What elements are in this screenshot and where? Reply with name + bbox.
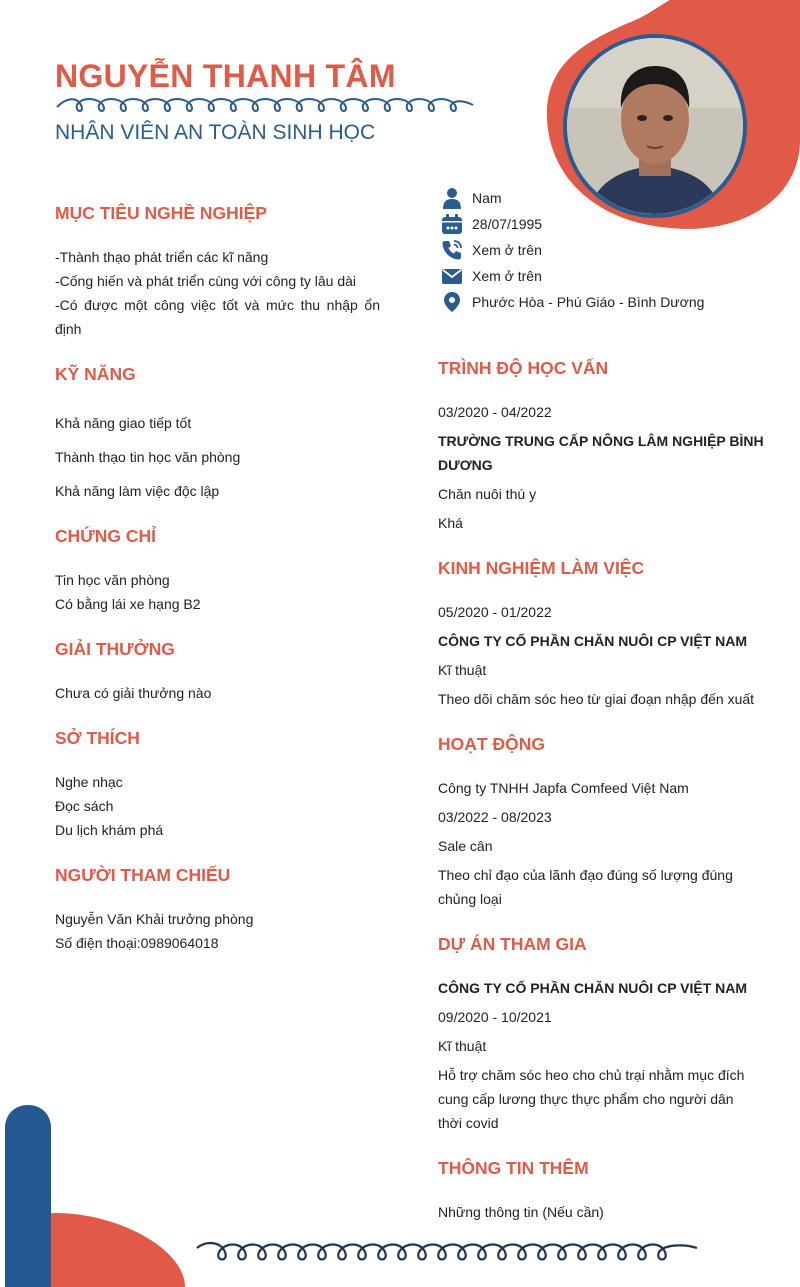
activity-period: 03/2022 - 08/2023 [438,809,552,825]
calendar-icon [441,213,463,235]
experience-block [438,600,768,711]
reference-item: Nguyễn Văn Khải trưởng phòng [55,911,254,927]
education-period: 03/2020 - 04/2022 [438,404,552,420]
references-list [55,907,253,955]
skill-item: Thành thạo tin học văn phòng [55,449,241,465]
section-title-hobbies: SỞ THÍCH [55,728,140,748]
mail-icon [441,265,463,287]
hobbies-list [55,770,163,842]
objective-line: -Cống hiến và phát triển cùng với công ty lâu dài [55,273,357,289]
phone-icon [441,239,463,261]
decor-squiggle-header [55,95,475,115]
awards-list [55,681,211,705]
contact-dob: 28/07/1995 [472,216,543,232]
project-description: Hỗ trợ chăm sóc heo cho chủ trại nhằm mục đích cung cấp lương thực thực phẩm cho người dân thời covid [438,1067,745,1131]
education-school: TRƯỜNG TRUNG CẤP NÔNG LÂM NGHIỆP BÌNH DƯƠNG [438,433,764,473]
section-title-experience: KINH NGHIỆM LÀM VIỆC [438,558,645,578]
education-major: Chăn nuôi thú y [438,486,537,502]
contact-gender: Nam [472,190,502,206]
skill-item: Khả năng giao tiếp tốt [55,415,192,431]
skill-item: Khả năng làm việc độc lập [55,483,220,499]
certificates-list [55,568,201,616]
certificate-item: Tin học văn phòng [55,572,170,588]
decor-shapes-bottom-left [0,1100,200,1287]
section-title-skills: KỸ NĂNG [55,364,136,384]
project-period: 09/2020 - 10/2021 [438,1009,552,1025]
contact-email: Xem ở trên [472,268,542,284]
decor-squiggle-footer [195,1238,700,1268]
section-title-references: NGƯỜI THAM CHIẾU [55,865,231,885]
objective-text [55,245,380,341]
award-item: Chưa có giải thưởng nào [55,685,212,701]
project-company: CÔNG TY CỔ PHẦN CHĂN NUÔI CP VIỆT NAM [438,980,748,996]
additional-info-text: Những thông tin (Nếu cần) [438,1204,604,1220]
avatar [563,34,747,218]
activity-role: Sale cân [438,838,493,854]
candidate-name: NGUYỄN THANH TÂM [55,58,396,94]
education-grade: Khá [438,515,463,531]
section-title-certificates: CHỨNG CHỈ [55,526,157,546]
location-icon [441,291,463,313]
reference-item: Số điện thoại:0989064018 [55,935,219,951]
user-icon [441,187,463,209]
section-title-activities: HOẠT ĐỘNG [438,734,545,754]
contact-address: Phước Hòa - Phú Giáo - Bình Dương [472,294,705,310]
skills-list [55,406,240,508]
project-block [438,976,760,1135]
section-title-objective: MỤC TIÊU NGHỀ NGHIỆP [55,203,267,223]
activity-organization: Công ty TNHH Japfa Comfeed Việt Nam [438,780,689,796]
experience-company: CÔNG TY CỔ PHẦN CHĂN NUÔI CP VIỆT NAM [438,633,748,649]
activity-block [438,776,748,911]
certificate-item: Có bằng lái xe hạng B2 [55,596,201,612]
contact-phone: Xem ở trên [472,242,542,258]
section-title-projects: DỰ ÁN THAM GIA [438,934,587,954]
section-title-education: TRÌNH ĐỘ HỌC VẤN [438,358,609,378]
hobby-item: Nghe nhạc [55,774,123,790]
activity-description: Theo chỉ đạo của lãnh đạo đúng số lượng đúng chủng loại [438,867,733,907]
experience-position: Kĩ thuật [438,662,487,678]
project-position: Kĩ thuật [438,1038,487,1054]
objective-line: -Thành thạo phát triển các kĩ năng [55,249,269,265]
experience-period: 05/2020 - 01/2022 [438,604,552,620]
experience-description: Theo dõi chăm sóc heo từ giai đoạn nhập đến xuất [438,691,755,707]
hobby-item: Du lịch khám phá [55,822,164,838]
section-title-awards: GIẢI THƯỞNG [55,639,175,659]
education-block [438,400,768,535]
objective-line: -Có được một công việc tốt và mức thu nhập ổn định [55,297,380,337]
hobby-item: Đọc sách [55,798,114,814]
job-title: NHÂN VIÊN AN TOÀN SINH HỌC [55,121,376,144]
section-title-additional-info: THÔNG TIN THÊM [438,1158,589,1178]
